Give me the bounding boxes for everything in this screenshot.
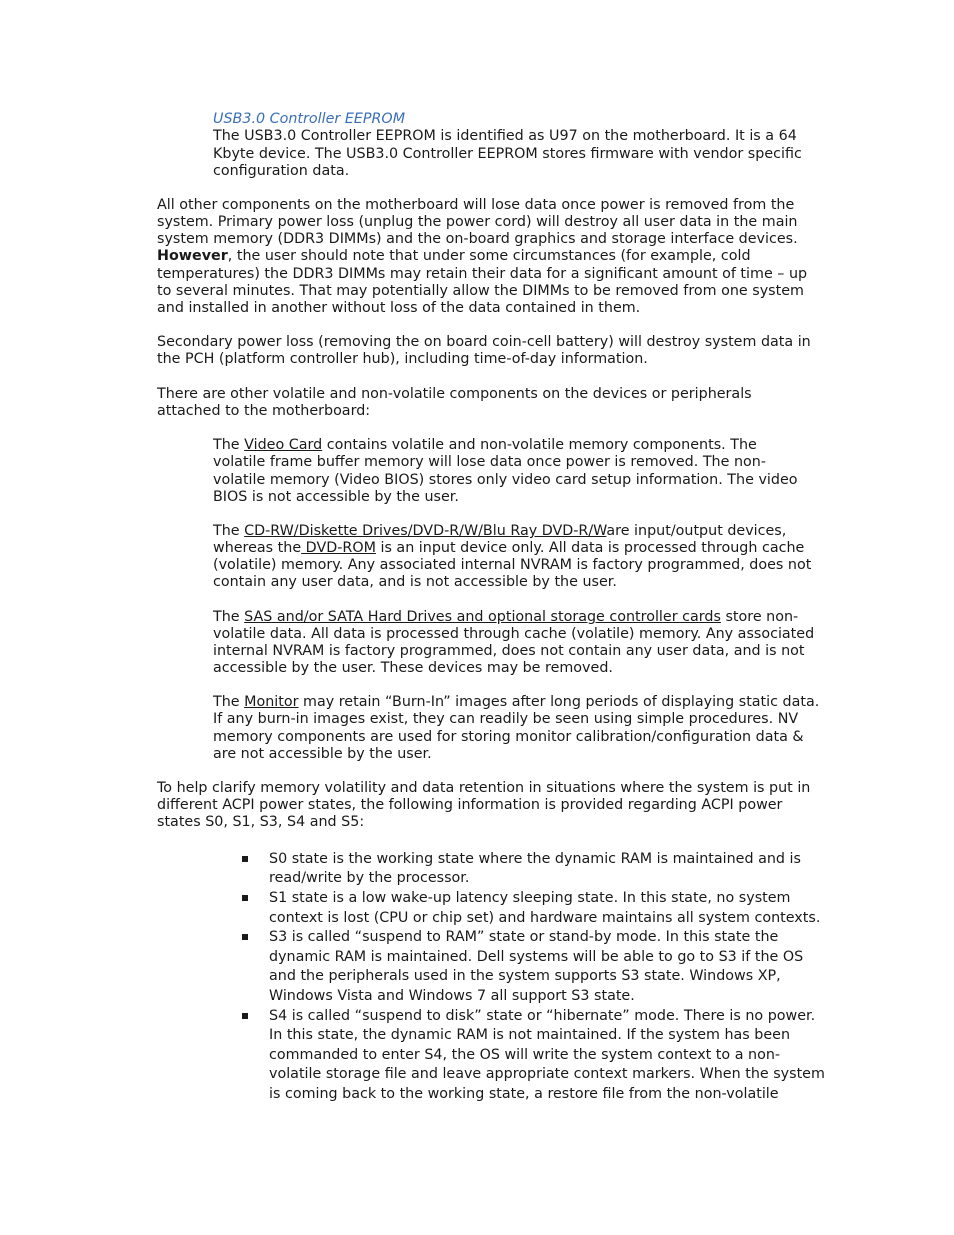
optical-drives-term: CD-RW/Diskette Drives/DVD-R/W/Blu Ray DVD-R/W [244,523,607,539]
body-text: contains volatile and non-volatile memory components. The [322,437,757,453]
body-text-line: the PCH (platform controller hub), including time-of-day information. [157,351,648,367]
body-text: are input/output devices, [606,523,787,539]
monitor-term: Monitor [244,694,299,710]
body-text-line: temperatures) the DDR3 DIMMs may retain their data for a significant amount of time – up [157,266,808,282]
bullet-marker [242,856,248,862]
list-item-line: Windows Vista and Windows 7 all support S3 state. [269,988,635,1004]
body-text-line: states S0, S1, S3, S4 and S5: [157,814,365,830]
section-heading: USB3.0 Controller EEPROM [213,111,406,127]
list-item-line: S1 state is a low wake-up latency sleeping state. In this state, no system [269,890,791,906]
list-item-line: read/write by the processor. [269,870,470,886]
body-text-line: different ACPI power states, the following information is provided regarding ACPI power [157,797,783,813]
body-text-line: configuration data. [213,163,350,179]
body-text-line: To help clarify memory volatility and data retention in situations where the system is put in [157,780,811,796]
body-text-line: Secondary power loss (removing the on board coin-cell battery) will destroy system data in [157,334,811,350]
body-text-line: volatile data. All data is processed through cache (volatile) memory. Any associated [213,626,815,642]
bullet-marker [242,934,248,940]
bullet-marker [242,895,248,901]
list-item-line: volatile storage file and leave appropriate context markers. When the system [269,1066,825,1082]
storage-drives-term: SAS and/or SATA Hard Drives and optional storage controller cards [244,609,721,625]
video-card-term: Video Card [244,437,323,453]
body-text-line: accessible by the user. These devices may be removed. [213,660,613,676]
list-item-line: and the peripherals used in the system supports S3 state. Windows XP, [269,968,781,984]
bullet-marker [242,1013,248,1019]
body-text: The [213,694,245,710]
body-text: is an input device only. All data is processed through cache [375,540,805,556]
body-text-line [213,609,798,626]
body-text-line: and installed in another without loss of the data contained in them. [157,300,641,316]
body-text-line: The USB3.0 Controller EEPROM is identified as U97 on the motherboard. It is a 64 [213,128,797,144]
body-text: The [213,437,245,453]
body-text-line: to several minutes. That may potentially allow the DIMMs to be removed from one system [157,283,804,299]
list-item-line: S4 is called “suspend to disk” state or “hibernate” mode. There is no power. [269,1008,816,1024]
body-text: The [213,523,245,539]
body-text: store non- [720,609,799,625]
list-item-line: S3 is called “suspend to RAM” state or stand-by mode. In this state the [269,929,779,945]
body-text: whereas the [213,540,302,556]
body-text-line [213,540,804,557]
body-text: may retain “Burn-In” images after long periods of displaying static data. [298,694,820,710]
body-text-line: All other components on the motherboard will lose data once power is removed from the [157,197,795,213]
list-item-line: commanded to enter S4, the OS will write the system context to a non- [269,1047,781,1063]
body-text-line: If any burn-in images exist, they can readily be seen using simple procedures. NV [213,711,799,727]
bold-emphasis: However [157,248,228,264]
body-text-line: attached to the motherboard: [157,403,371,419]
body-text-line: (volatile) memory. Any associated internal NVRAM is factory programmed, does not [213,557,812,573]
body-text-line: Kbyte device. The USB3.0 Controller EEPROM stores firmware with vendor specific [213,146,802,162]
body-text-line: BIOS is not accessible by the user. [213,489,459,505]
body-text-line [157,248,751,265]
body-text: The [213,609,245,625]
body-text-line: volatile frame buffer memory will lose data once power is removed. The non- [213,454,766,470]
body-text: , the user should note that under some circumstances (for example, cold [227,248,751,264]
body-text-line: volatile memory (Video BIOS) stores only video card setup information. The video [213,472,798,488]
list-item-line: dynamic RAM is maintained. Dell systems will be able to go to S3 if the OS [269,949,804,965]
dvd-rom-term: DVD-ROM [301,540,376,556]
body-text-line: contain any user data, and is not accessible by the user. [213,574,617,590]
list-item-line: In this state, the dynamic RAM is not maintained. If the system has been [269,1027,791,1043]
body-text-line: internal NVRAM is factory programmed, does not contain any user data, and is not [213,643,805,659]
body-text-line [213,437,757,454]
body-text-line [213,694,819,711]
list-item-line: context is lost (CPU or chip set) and hardware maintains all system contexts. [269,910,821,926]
body-text-line: system. Primary power loss (unplug the power cord) will destroy all user data in the main [157,214,798,230]
list-item-line: is coming back to the working state, a restore file from the non-volatile [269,1086,779,1102]
body-text-line: There are other volatile and non-volatile components on the devices or peripherals [157,386,752,402]
body-text-line: system memory (DDR3 DIMMs) and the on-board graphics and storage interface devices. [157,231,798,247]
body-text-line: memory components are used for storing monitor calibration/configuration data & [213,729,804,745]
body-text-line [213,523,786,540]
list-item-line: S0 state is the working state where the dynamic RAM is maintained and is [269,851,801,867]
body-text-line: are not accessible by the user. [213,746,432,762]
